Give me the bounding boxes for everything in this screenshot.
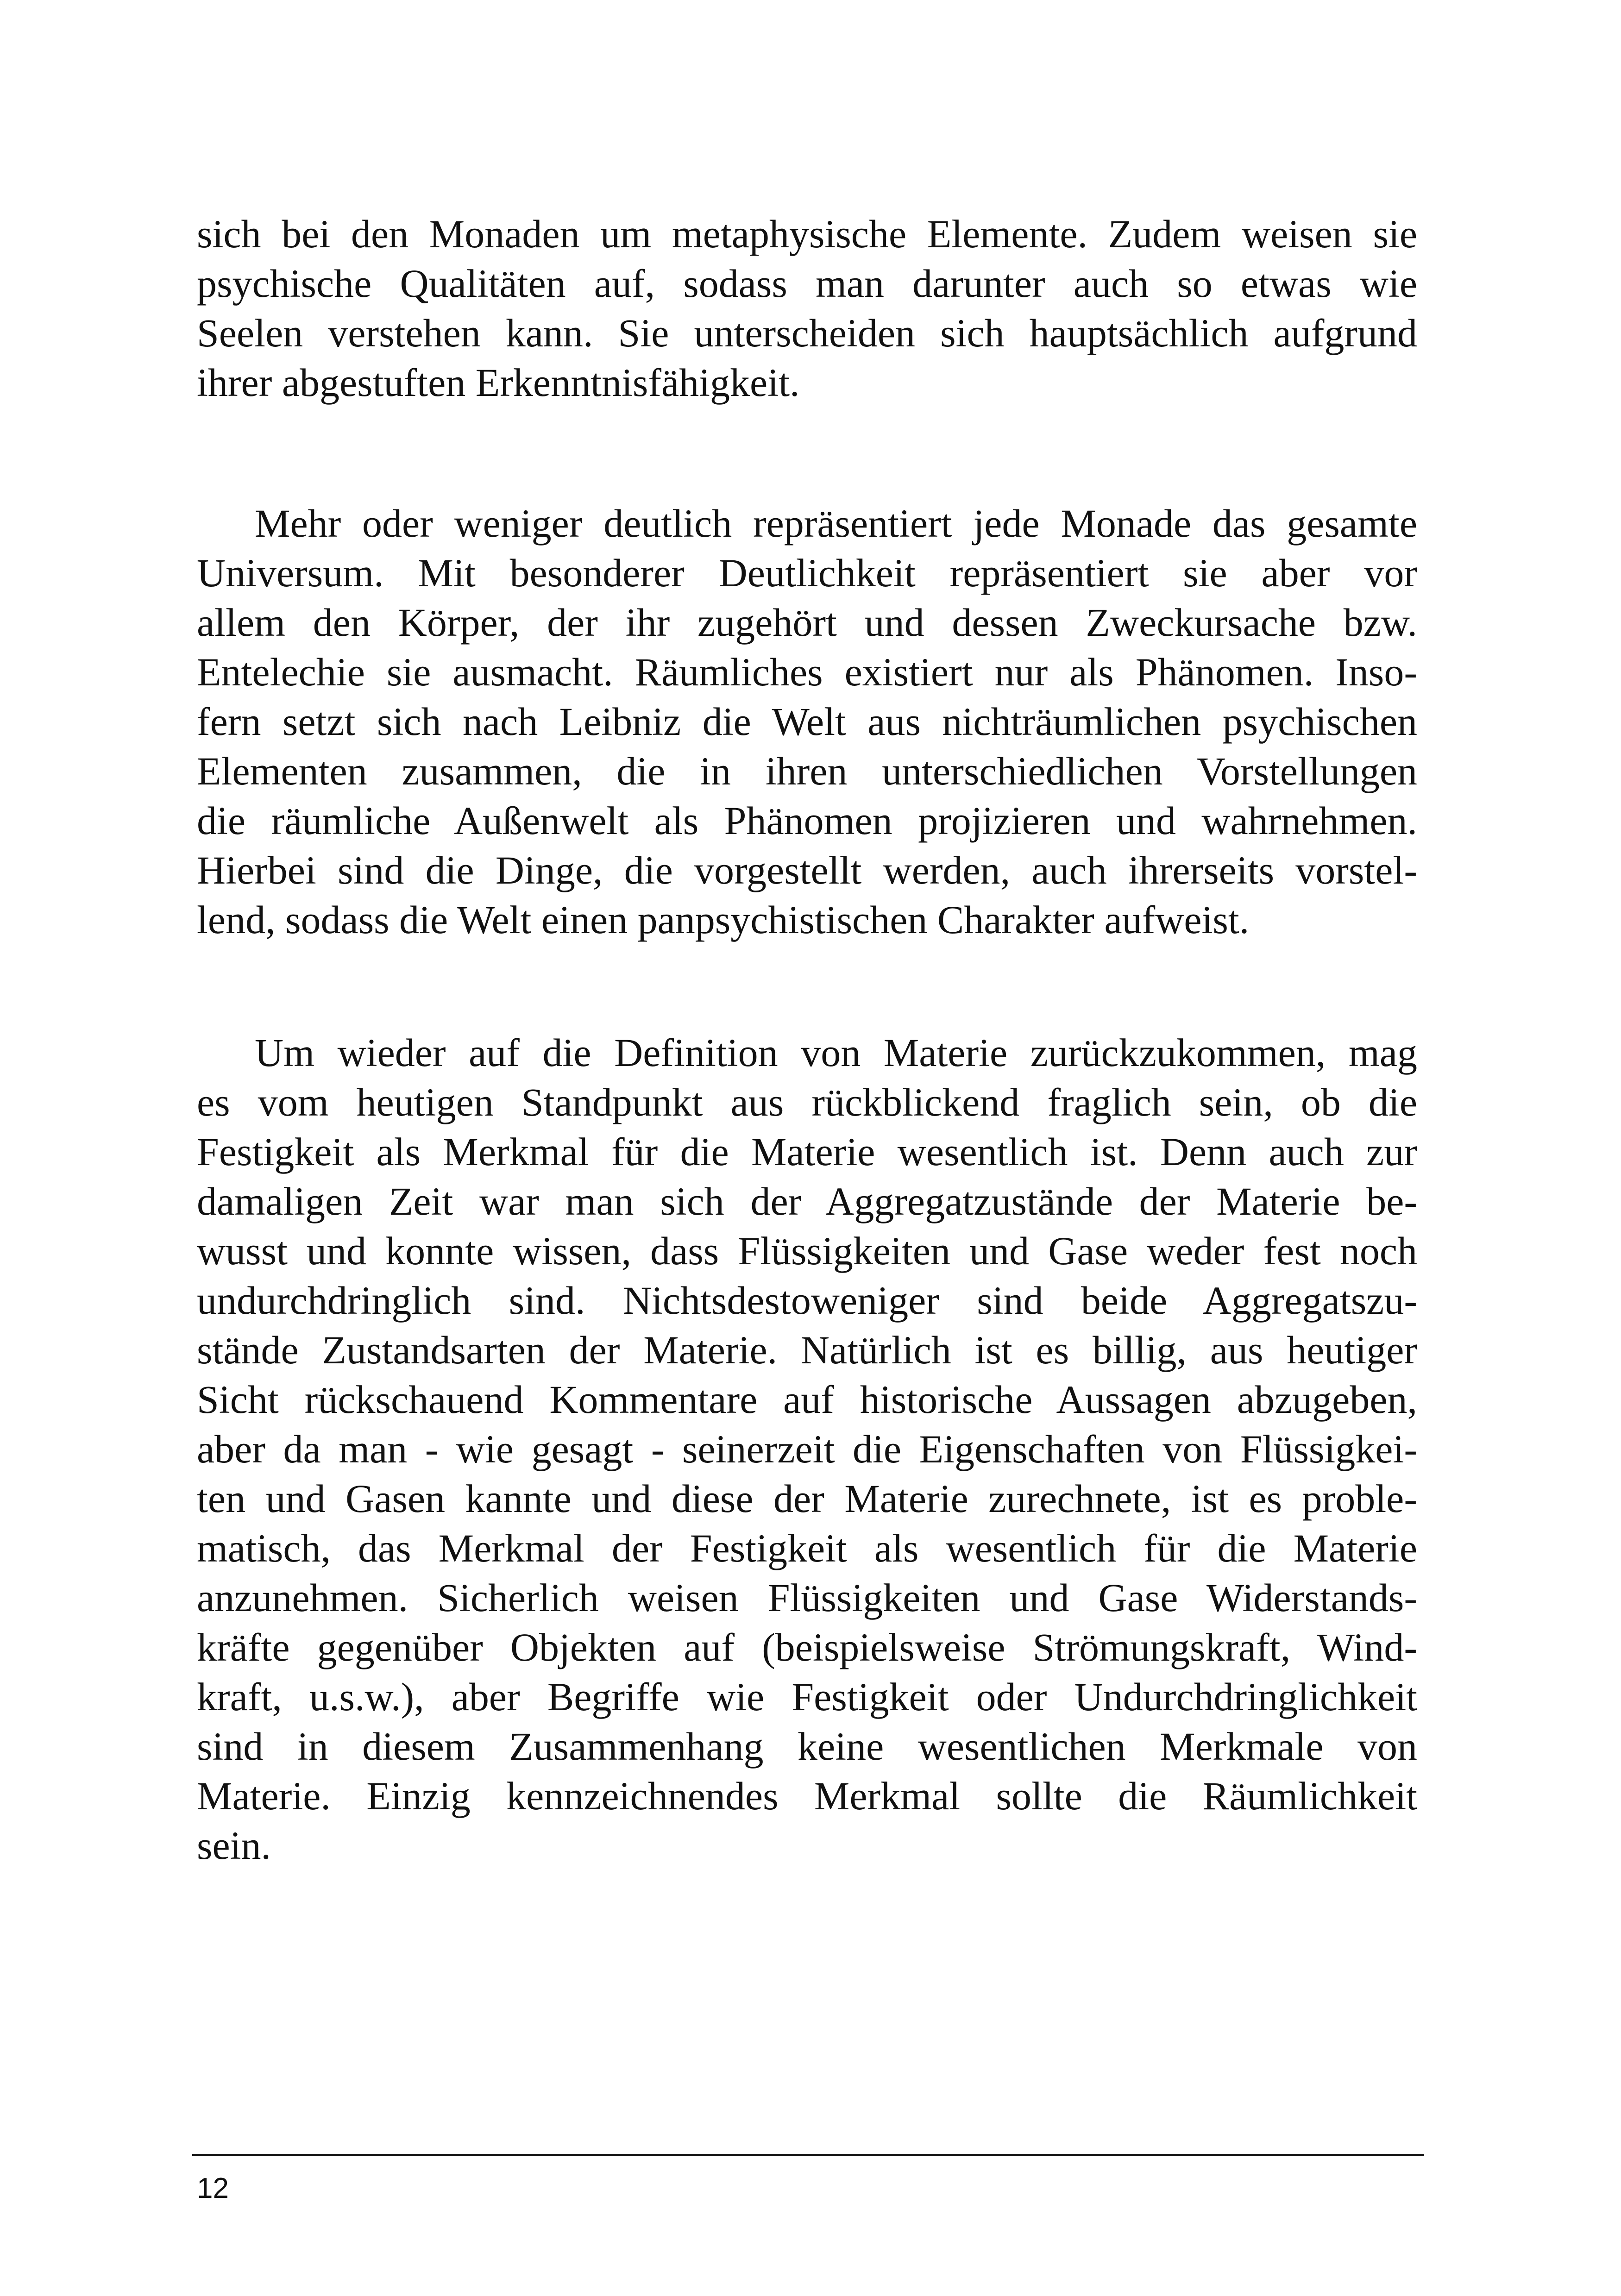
text-line: stände Zustandsarten der Materie. Natürlich ist es billig, aus heutiger	[197, 1328, 1417, 1372]
text-line: damaligen Zeit war man sich der Aggregatzustände der Materie be-	[197, 1179, 1417, 1223]
text-line: sich bei den Monaden um metaphysische Elemente. Zudem weisen sie	[197, 212, 1417, 256]
text-line: Hierbei sind die Dinge, die vorgestellt werden, auch ihrerseits vorstel-	[197, 848, 1417, 892]
paragraph-materie-definition	[197, 1028, 1417, 1870]
text-line: ihrer abgestuften Erkenntnisfähigkeit.	[197, 360, 800, 405]
text-line: Elementen zusammen, die in ihren unterschiedlichen Vorstellungen	[197, 749, 1417, 793]
text-line: Mehr oder weniger deutlich repräsentiert jede Monade das gesamte	[255, 501, 1417, 546]
text-line: sein.	[197, 1823, 271, 1868]
text-line: Universum. Mit besonderer Deutlichkeit repräsentiert sie aber vor	[197, 551, 1417, 595]
text-line: Materie. Einzig kennzeichnendes Merkmal sollte die Räumlichkeit	[197, 1774, 1417, 1818]
text-line: anzunehmen. Sicherlich weisen Flüssigkeiten und Gase Widerstands-	[197, 1575, 1417, 1620]
text-line: undurchdringlich sind. Nichtsdestoweniger sind beide Aggregatszu-	[197, 1278, 1417, 1323]
page-number: 12	[197, 2172, 229, 2204]
text-line: wusst und konnte wissen, dass Flüssigkeiten und Gase weder fest noch	[197, 1229, 1417, 1273]
text-line: matisch, das Merkmal der Festigkeit als wesentlich für die Materie	[197, 1526, 1417, 1570]
text-line: Festigkeit als Merkmal für die Materie wesentlich ist. Denn auch zur	[197, 1129, 1417, 1174]
paragraph-monade-universum	[197, 499, 1417, 945]
text-line: aber da man - wie gesagt - seinerzeit die Eigenschaften von Flüssigkei-	[197, 1427, 1417, 1471]
paragraph-monaden-elements	[197, 209, 1417, 408]
text-line: Seelen verstehen kann. Sie unterscheiden sich hauptsächlich aufgrund	[197, 311, 1417, 355]
footer-divider	[192, 2154, 1424, 2156]
text-line: kräfte gegenüber Objekten auf (beispielsweise Strömungskraft, Wind-	[197, 1625, 1417, 1669]
text-line: es vom heutigen Standpunkt aus rückblickend fraglich sein, ob die	[197, 1080, 1417, 1124]
text-line: sind in diesem Zusammenhang keine wesentlichen Merkmale von	[197, 1724, 1417, 1769]
text-line: Sicht rückschauend Kommentare auf historische Aussagen abzugeben,	[197, 1377, 1417, 1422]
text-line: lend, sodass die Welt einen panpsychistischen Charakter aufweist.	[197, 897, 1250, 942]
text-line: kraft, u.s.w.), aber Begriffe wie Festigkeit oder Undurchdringlichkeit	[197, 1675, 1417, 1719]
text-line: Um wieder auf die Definition von Materie zurückzukommen, mag	[255, 1030, 1417, 1075]
text-line: ten und Gasen kannte und diese der Materie zurechnete, ist es proble-	[197, 1476, 1417, 1521]
text-line: fern setzt sich nach Leibniz die Welt aus nichträumlichen psychischen	[197, 699, 1417, 744]
text-line: die räumliche Außenwelt als Phänomen projizieren und wahrnehmen.	[197, 798, 1417, 843]
text-line: psychische Qualitäten auf, sodass man darunter auch so etwas wie	[197, 261, 1417, 306]
text-line: Entelechie sie ausmacht. Räumliches existiert nur als Phänomen. Inso-	[197, 650, 1417, 694]
text-line: allem den Körper, der ihr zugehört und dessen Zweckursache bzw.	[197, 600, 1417, 645]
